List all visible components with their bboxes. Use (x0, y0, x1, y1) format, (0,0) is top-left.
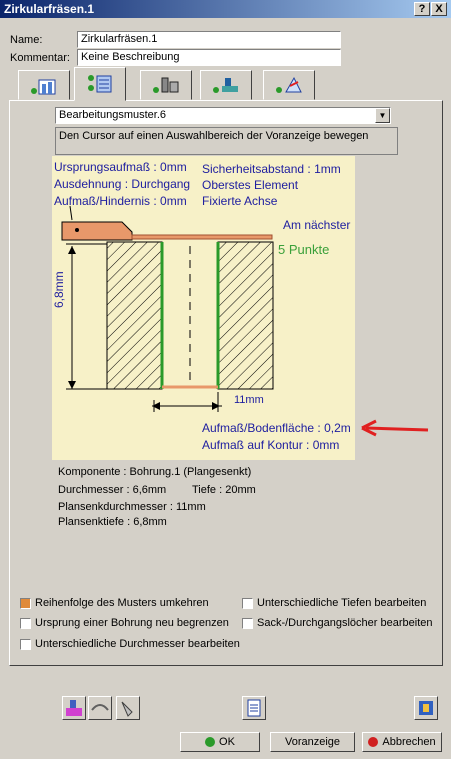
hole-cross-section (52, 156, 355, 460)
bottom-allowance-label[interactable]: Aufmaß/Bodenfläche : 0,2m (202, 421, 351, 435)
simulation-icon (90, 698, 110, 718)
close-button[interactable]: X (431, 2, 447, 16)
counterbore-diameter-info: Plansenkdurchmesser : 11mm (58, 501, 206, 513)
nearest-label[interactable]: Am nächster (283, 218, 351, 232)
component-info: Komponente : Bohrung.1 (Plangesenkt) (58, 466, 252, 478)
reverse-pattern-label: Reihenfolge des Musters umkehren (35, 597, 209, 609)
ok-icon (205, 737, 215, 747)
contour-allowance-label[interactable]: Aufmaß auf Kontur : 0mm (202, 438, 340, 452)
analysis-icon (118, 698, 138, 718)
tool-path-icon (64, 698, 84, 718)
different-depths-option[interactable] (242, 597, 426, 609)
blind-through-label: Sack-/Durchgangslöcher bearbeiten (257, 617, 433, 629)
tab-tool[interactable] (140, 70, 192, 100)
diameter-info: Durchmesser : 6,6mm (58, 484, 167, 496)
top-element-label[interactable]: Oberstes Element (202, 178, 299, 192)
cancel-label: Abbrechen (382, 736, 436, 748)
comment-input[interactable]: Keine Beschreibung (77, 49, 341, 66)
different-diameters-checkbox[interactable] (20, 639, 31, 650)
operation-diagram (52, 156, 355, 460)
restrict-origin-checkbox[interactable] (20, 618, 31, 629)
comment-label: Kommentar: (10, 52, 70, 64)
points-label[interactable]: 5 Punkte (278, 242, 330, 257)
different-diameters-label: Unterschiedliche Durchmesser bearbeiten (35, 638, 240, 650)
different-depths-label: Unterschiedliche Tiefen bearbeiten (257, 597, 427, 609)
video-button[interactable] (414, 696, 438, 720)
reverse-pattern-checkbox[interactable] (20, 598, 31, 609)
chevron-down-icon[interactable]: ▼ (375, 108, 390, 123)
ok-button[interactable] (180, 732, 260, 752)
tab-geometry[interactable] (18, 70, 70, 100)
analysis-button[interactable] (116, 696, 140, 720)
origin-allowance-label[interactable]: Ursprungsaufmaß : 0mm (54, 160, 187, 174)
hint-text: Den Cursor auf einen Auswahlbereich der Voranzeige bewegen (55, 127, 398, 155)
counterbore-depth-info: Plansenktiefe : 6,8mm (58, 516, 167, 528)
name-input[interactable]: Zirkularfräsen.1 (77, 31, 341, 48)
red-arrow-icon (360, 418, 430, 438)
macro-tab-icon (274, 74, 304, 96)
different-diameters-option[interactable] (20, 638, 240, 650)
tab-strategy[interactable] (74, 67, 126, 101)
report-button[interactable] (242, 696, 266, 720)
width-dimension-label[interactable]: 11mm (234, 394, 264, 406)
depth-info: Tiefe : 20mm (192, 484, 256, 496)
height-dimension-label[interactable]: 6,8mm (52, 271, 66, 308)
tab-feeds-speeds[interactable] (200, 70, 252, 100)
restrict-origin-label: Ursprung einer Bohrung neu begrenzen (35, 617, 229, 629)
safety-distance-label[interactable]: Sicherheitsabstand : 1mm (202, 162, 341, 176)
window-title: Zirkularfräsen.1 (4, 2, 95, 16)
tab-macro[interactable] (263, 70, 315, 100)
reverse-pattern-option[interactable] (20, 597, 209, 609)
different-depths-checkbox[interactable] (242, 598, 253, 609)
title-bar (0, 0, 451, 18)
film-icon (416, 698, 436, 718)
preview-button[interactable]: Voranzeige (270, 732, 355, 752)
name-label: Name: (10, 34, 43, 46)
blind-through-option[interactable] (242, 617, 433, 629)
help-button[interactable]: ? (414, 2, 430, 16)
ok-label: OK (219, 736, 235, 748)
fixed-axis-label[interactable]: Fixierte Achse (202, 194, 278, 208)
cancel-icon (368, 737, 378, 747)
simulation-button[interactable] (88, 696, 112, 720)
obstacle-allowance-label[interactable]: Aufmaß/Hindernis : 0mm (54, 194, 187, 208)
feeds-speeds-tab-icon (211, 74, 241, 96)
extension-label[interactable]: Ausdehnung : Durchgang (54, 177, 191, 191)
tool-tab-icon (151, 74, 181, 96)
geometry-tab-icon (29, 74, 59, 96)
strategy-tab-icon (85, 72, 115, 96)
pattern-select[interactable] (55, 107, 391, 124)
tool-path-replay-button[interactable] (62, 696, 86, 720)
cancel-button[interactable] (362, 732, 442, 752)
blind-through-checkbox[interactable] (242, 618, 253, 629)
document-icon (244, 698, 264, 718)
restrict-origin-option[interactable] (20, 617, 229, 629)
pattern-select-value: Bearbeitungsmuster.6 (59, 109, 167, 121)
